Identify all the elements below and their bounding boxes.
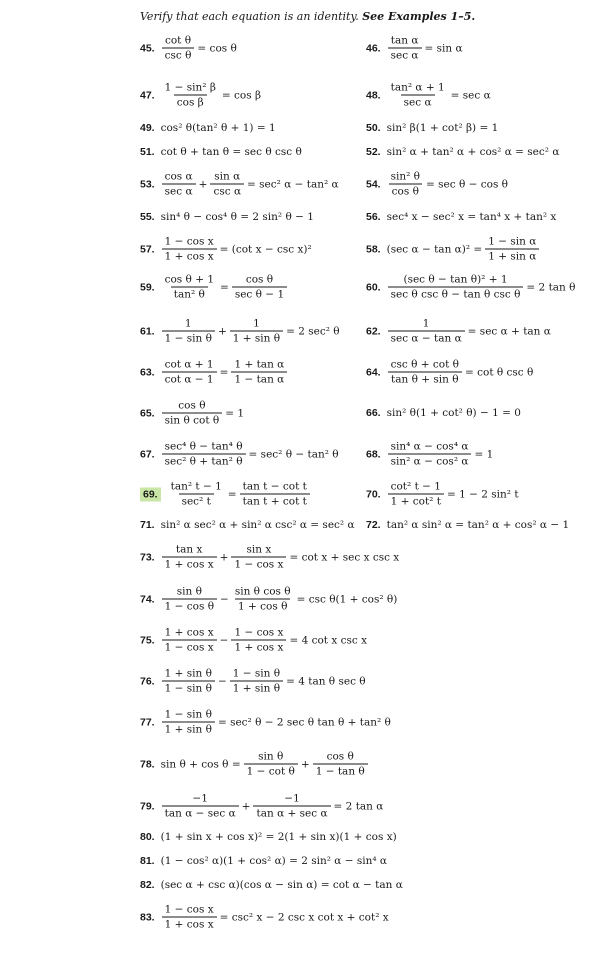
exercise-number: 65.	[140, 407, 155, 419]
fraction	[168, 481, 225, 508]
exercise-number: 48.	[366, 89, 381, 101]
expression-text: sin θ + cos θ =	[160, 758, 241, 770]
exercise-number: 51.	[140, 146, 155, 158]
numerator: sin x	[246, 543, 272, 556]
denominator: tan α − sec α	[162, 806, 239, 820]
numerator: sin θ	[258, 750, 284, 763]
fraction	[388, 82, 448, 109]
exercise-number: 77.	[140, 716, 155, 728]
numerator: sec⁴ θ − tan⁴ θ	[164, 440, 243, 453]
expression-text: = (cot x − csc x)²	[219, 243, 312, 255]
expression-text: = sin α	[424, 42, 463, 54]
exercise-49	[140, 122, 277, 134]
exercise-number: 75.	[140, 634, 155, 646]
expression-text: (sec α + csc α)(cos α − sin α) = cot α − tan α	[160, 879, 403, 891]
expression-text: +	[219, 551, 229, 563]
fraction	[210, 171, 244, 198]
exercise-number: 73.	[140, 551, 155, 563]
numerator: sin² θ	[390, 170, 420, 183]
expression-text: cot θ + tan θ = sec θ csc θ	[160, 146, 302, 158]
denominator: csc θ	[162, 48, 195, 62]
numerator: −1	[192, 792, 208, 805]
expression-text: = sec² α − tan² α	[247, 178, 339, 190]
denominator: sin θ cot θ	[162, 413, 223, 427]
exercise-number: 80.	[140, 831, 155, 843]
denominator: 1 − sin θ	[162, 681, 215, 695]
fraction	[231, 359, 287, 386]
fraction	[232, 274, 287, 301]
denominator: 1 + sin θ	[230, 681, 283, 695]
fraction	[230, 318, 283, 345]
exercise-73	[140, 544, 400, 571]
expression-text: = 4 cot x csc x	[289, 634, 368, 646]
numerator: sin⁴ α − cos⁴ α	[390, 440, 469, 453]
fraction	[162, 400, 223, 427]
numerator: (sec θ − tan θ)² + 1	[403, 273, 508, 286]
denominator: cos θ	[389, 184, 422, 198]
exercise-62	[366, 318, 552, 345]
expression-text: = cot θ csc θ	[464, 366, 534, 378]
fraction	[388, 35, 422, 62]
denominator: cos β	[174, 95, 207, 109]
denominator: 1 + cos θ	[235, 599, 290, 613]
expression-text: (1 + sin x + cos x)² = 2(1 + sin x)(1 + cos x)	[160, 831, 397, 843]
expression-text: =	[219, 366, 229, 378]
numerator: tan² t − 1	[170, 480, 222, 493]
fraction	[162, 318, 215, 345]
numerator: cos α	[164, 170, 193, 183]
fraction	[232, 586, 294, 613]
expression-text: = 2 tan α	[333, 800, 384, 812]
fraction	[231, 544, 286, 571]
exercise-number: 82.	[140, 879, 155, 891]
denominator: 1 + sin α	[485, 249, 539, 263]
numerator: tan² α + 1	[390, 81, 445, 94]
numerator: 1 + cos x	[164, 626, 214, 639]
numerator: 1	[184, 317, 192, 330]
denominator: sec α	[388, 48, 422, 62]
fraction	[162, 35, 195, 62]
exercise-number: 74.	[140, 593, 155, 605]
expression-text: +	[198, 178, 208, 190]
exercise-67	[140, 441, 340, 468]
fraction	[485, 236, 539, 263]
numerator: 1 − sin α	[488, 235, 537, 248]
expression-text: sin⁴ θ − cos⁴ θ = 2 sin² θ − 1	[160, 211, 314, 223]
exercise-number: 67.	[140, 448, 155, 460]
exercise-number: 64.	[366, 366, 381, 378]
instruction	[140, 10, 475, 23]
numerator: cos θ	[178, 399, 206, 412]
exercise-57	[140, 236, 313, 263]
numerator: 1 − sin θ	[164, 708, 212, 721]
expression-text: = cos θ	[197, 42, 237, 54]
numerator: 1	[422, 317, 430, 330]
expression-text: = sec θ − cos θ	[426, 178, 509, 190]
exercise-number: 66.	[366, 407, 381, 419]
exercise-number: 72.	[366, 519, 381, 531]
fraction	[162, 586, 217, 613]
expression-text: = sec² θ − tan² θ	[248, 448, 339, 460]
exercise-70	[366, 481, 520, 508]
denominator: 1 − tan θ	[313, 764, 368, 778]
fraction	[388, 274, 524, 301]
exercise-number: 68.	[366, 448, 381, 460]
denominator: tan θ + sin θ	[388, 372, 462, 386]
expression-text: = 2 sec² θ	[286, 325, 340, 337]
expression-text: = 1	[474, 448, 494, 460]
denominator: sec α	[401, 95, 435, 109]
denominator: sec² θ + tan² θ	[162, 454, 246, 468]
denominator: tan α + sec α	[253, 806, 330, 820]
exercise-72	[366, 519, 570, 531]
expression-text: = cos β	[221, 89, 262, 101]
expression-text: sin² β(1 + cot² β) = 1	[386, 122, 499, 134]
exercise-63	[140, 359, 289, 386]
expression-text: =	[220, 281, 229, 293]
numerator: −1	[284, 792, 300, 805]
expression-text: = 2 tan θ	[526, 281, 576, 293]
exercise-68	[366, 441, 494, 468]
denominator: sec θ csc θ − tan θ csc θ	[388, 287, 524, 301]
denominator: sin² α − cos² α	[388, 454, 472, 468]
exercise-number: 59.	[140, 281, 155, 293]
fraction	[388, 441, 472, 468]
exercise-83	[140, 904, 390, 931]
expression-text: −	[219, 634, 229, 646]
instruction-reference: See Examples 1–5.	[362, 10, 476, 23]
fraction	[162, 171, 196, 198]
numerator: 1 − sin² β	[164, 81, 216, 94]
expression-text: sin² α sec² α + sin² α csc² α = sec² α	[160, 519, 355, 531]
numerator: cos θ + 1	[164, 273, 215, 286]
fraction	[162, 627, 217, 654]
exercise-number: 62.	[366, 325, 381, 337]
denominator: sec² t	[179, 494, 214, 508]
exercise-number: 58.	[366, 243, 381, 255]
denominator: 1 + sin θ	[162, 722, 215, 736]
denominator: csc α	[210, 184, 244, 198]
fraction	[162, 904, 217, 931]
numerator: cot θ	[164, 34, 192, 47]
numerator: 1 − cos x	[164, 903, 214, 916]
numerator: 1 + sin θ	[164, 667, 212, 680]
numerator: tan t − cot t	[242, 480, 307, 493]
expression-text: = cot x + sec x csc x	[289, 551, 400, 563]
denominator: sec α − tan α	[388, 331, 465, 345]
exercise-number: 81.	[140, 855, 155, 867]
fraction	[388, 481, 444, 508]
expression-text: tan² α sin² α = tan² α + cos² α − 1	[386, 519, 570, 531]
exercise-65	[140, 400, 245, 427]
exercise-71	[140, 519, 356, 531]
exercise-number: 79.	[140, 800, 155, 812]
exercise-number: 54.	[366, 178, 381, 190]
denominator: 1 − tan α	[231, 372, 287, 386]
numerator: 1 − sin θ	[232, 667, 281, 680]
exercise-number: 60.	[366, 281, 381, 293]
numerator: 1 + tan α	[234, 358, 285, 371]
exercise-61	[140, 318, 341, 345]
numerator: tan α	[390, 34, 419, 47]
exercise-58	[366, 236, 541, 263]
denominator: tan² θ	[171, 287, 208, 301]
exercise-53	[140, 171, 340, 198]
denominator: 1 − cos x	[162, 640, 217, 654]
numerator: tan x	[175, 543, 203, 556]
exercise-82	[140, 879, 404, 891]
exercise-66	[366, 407, 522, 419]
denominator: 1 + cos x	[162, 917, 217, 931]
expression-text: +	[300, 758, 310, 770]
exercise-number: 53.	[140, 178, 155, 190]
expression-text: +	[217, 325, 227, 337]
exercise-52	[366, 146, 560, 158]
exercise-54	[366, 171, 509, 198]
denominator: 1 + cot² t	[388, 494, 444, 508]
numerator: sin θ	[176, 585, 202, 598]
fraction	[162, 709, 215, 736]
exercise-45	[140, 35, 238, 62]
fraction	[388, 171, 423, 198]
exercise-56	[366, 211, 557, 223]
expression-text: = 1	[225, 407, 245, 419]
exercise-number: 71.	[140, 519, 155, 531]
denominator: 1 + cos x	[162, 557, 217, 571]
exercise-79	[140, 793, 384, 820]
expression-text: =	[227, 488, 237, 500]
exercise-48	[366, 82, 492, 109]
fraction	[231, 627, 286, 654]
exercise-number: 83.	[140, 911, 155, 923]
exercise-60	[366, 274, 576, 301]
denominator: sec θ − 1	[232, 287, 287, 301]
fraction	[162, 668, 215, 695]
exercise-80	[140, 831, 398, 843]
exercise-number: 70.	[366, 488, 381, 500]
denominator: sec α	[162, 184, 196, 198]
exercise-number: 78.	[140, 758, 155, 770]
fraction	[162, 441, 246, 468]
expression-text: = sec α + tan α	[467, 325, 551, 337]
denominator: 1 − cot θ	[244, 764, 298, 778]
exercise-46	[366, 35, 464, 62]
exercise-number: 49.	[140, 122, 155, 134]
exercise-number: 52.	[366, 146, 381, 158]
exercise-69	[140, 481, 312, 508]
exercise-51	[140, 146, 303, 158]
expression-text: = csc θ(1 + cos² θ)	[296, 593, 398, 605]
exercise-number: 55.	[140, 211, 155, 223]
exercise-number: 45.	[140, 42, 155, 54]
numerator: 1 − cos x	[164, 235, 214, 248]
exercise-number: 63.	[140, 366, 155, 378]
expression-text: = sec α	[450, 89, 491, 101]
fraction	[388, 359, 462, 386]
exercise-59	[140, 274, 289, 301]
fraction	[240, 481, 310, 508]
fraction	[162, 793, 239, 820]
exercise-50	[366, 122, 499, 134]
expression-text: sin² θ(1 + cot² θ) − 1 = 0	[386, 407, 521, 419]
expression-text: = csc² x − 2 csc x cot x + cot² x	[219, 911, 389, 923]
exercise-81	[140, 855, 388, 867]
exercise-77	[140, 709, 392, 736]
denominator: 1 − sin θ	[162, 331, 215, 345]
expression-text: −	[217, 675, 227, 687]
expression-text: = 1 − 2 sin² t	[446, 488, 519, 500]
numerator: cos θ	[326, 750, 354, 763]
expression-text: sec⁴ x − sec² x = tan⁴ x + tan² x	[386, 211, 557, 223]
fraction	[162, 82, 219, 109]
numerator: 1 − cos x	[234, 626, 284, 639]
fraction	[230, 668, 283, 695]
numerator: cot² t − 1	[390, 480, 441, 493]
numerator: cos θ	[245, 273, 274, 286]
exercise-number: 46.	[366, 42, 381, 54]
exercise-47	[140, 82, 262, 109]
fraction	[388, 318, 465, 345]
denominator: 1 + sin θ	[230, 331, 283, 345]
exercise-64	[366, 359, 534, 386]
instruction-text: Verify that each equation is an identity.	[140, 10, 359, 23]
numerator: 1	[253, 317, 260, 330]
denominator: 1 + cos x	[231, 640, 286, 654]
exercise-74	[140, 586, 398, 613]
fraction	[162, 274, 217, 301]
exercise-number: 56.	[366, 211, 381, 223]
exercise-number: 61.	[140, 325, 155, 337]
expression-text: (sec α − tan α)² =	[386, 243, 483, 255]
expression-text: = 4 tan θ sec θ	[286, 675, 366, 687]
fraction	[162, 236, 217, 263]
expression-text: +	[241, 800, 251, 812]
exercise-number: 69.	[140, 487, 161, 501]
numerator: cot α + 1	[164, 358, 214, 371]
exercise-number: 47.	[140, 89, 155, 101]
fraction	[162, 544, 217, 571]
exercise-number: 50.	[366, 122, 381, 134]
fraction	[253, 793, 330, 820]
expression-text: (1 − cos² α)(1 + cos² α) = 2 sin² α − sin⁴ α	[160, 855, 388, 867]
exercise-76	[140, 668, 367, 695]
denominator: 1 − cos θ	[162, 599, 217, 613]
denominator: 1 − cos x	[231, 557, 286, 571]
denominator: 1 + cos x	[162, 249, 217, 263]
exercise-55	[140, 211, 315, 223]
expression-text: sin² α + tan² α + cos² α = sec² α	[386, 146, 560, 158]
denominator: cot α − 1	[162, 372, 217, 386]
expression-text: cos² θ(tan² θ + 1) = 1	[160, 122, 276, 134]
exercise-number: 57.	[140, 243, 155, 255]
exercise-78	[140, 751, 370, 778]
numerator: sin θ cos θ	[234, 585, 291, 598]
numerator: csc θ + cot θ	[390, 358, 459, 371]
exercise-number: 76.	[140, 675, 155, 687]
expression-text: = sec² θ − 2 sec θ tan θ + tan² θ	[217, 716, 391, 728]
expression-text: −	[220, 593, 229, 605]
denominator: tan t + cot t	[240, 494, 310, 508]
fraction	[313, 751, 368, 778]
fraction	[244, 751, 298, 778]
fraction	[162, 359, 217, 386]
numerator: sin α	[214, 170, 241, 183]
exercise-75	[140, 627, 368, 654]
